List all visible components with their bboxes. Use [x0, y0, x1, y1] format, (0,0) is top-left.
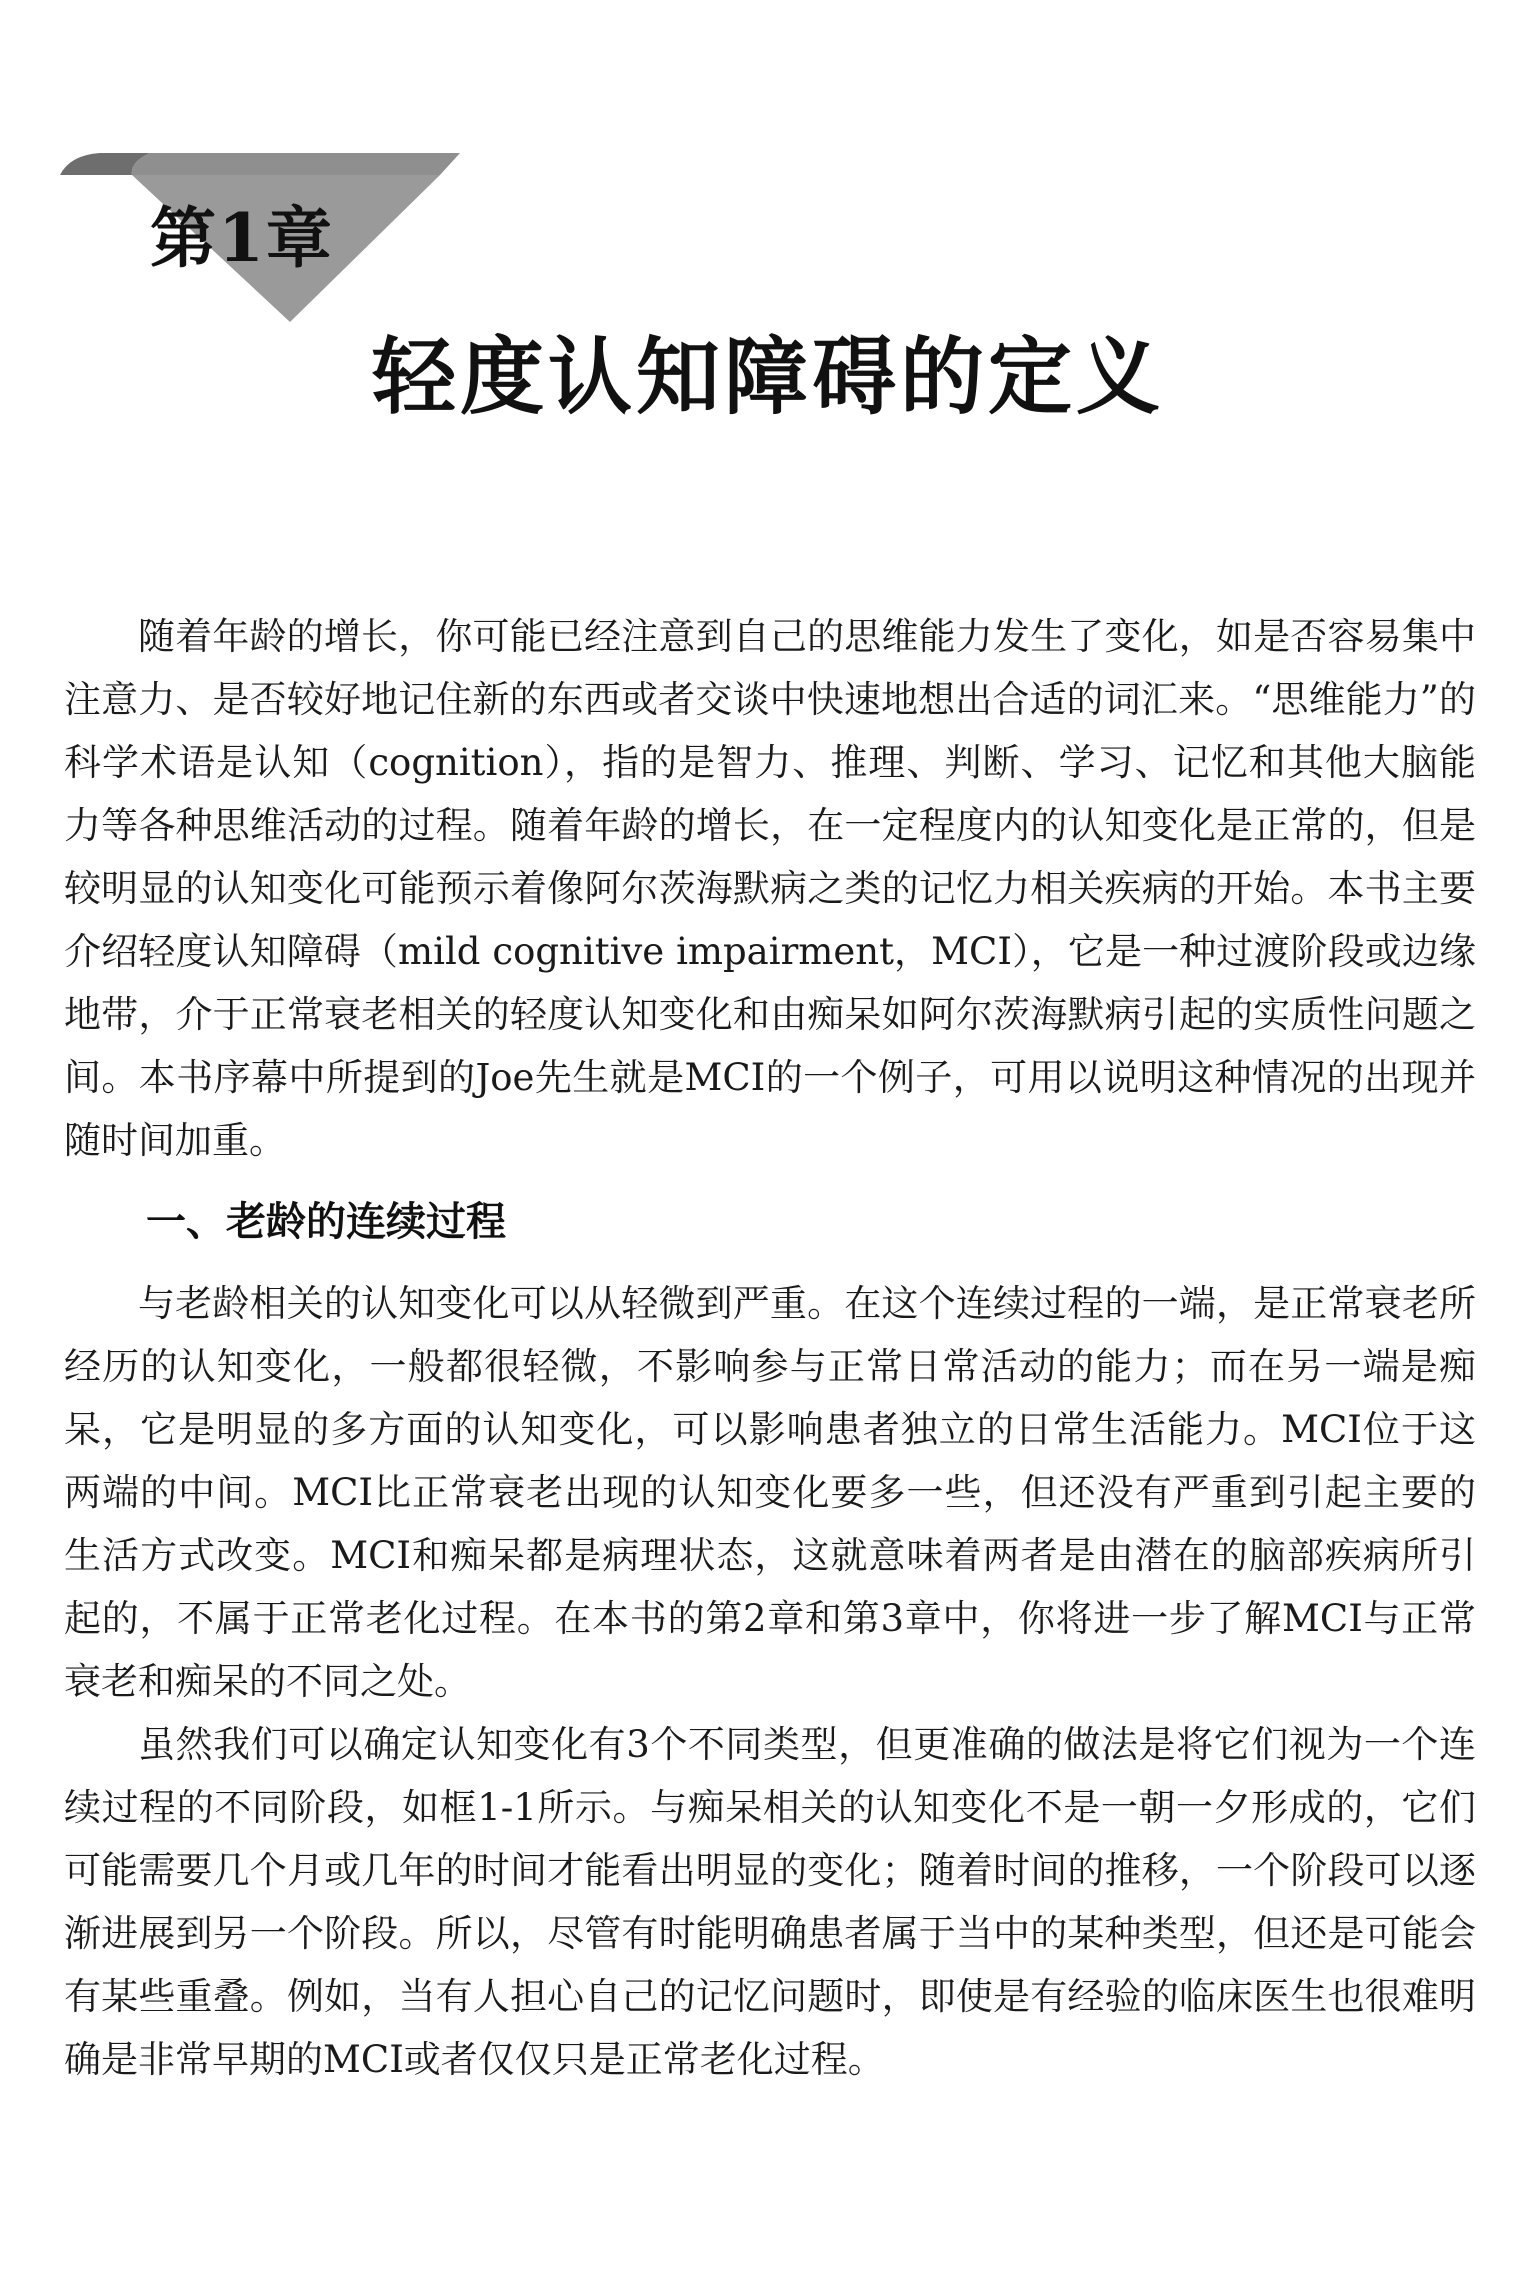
section-paragraph-2: 虽然我们可以确定认知变化有3个不同类型，但更准确的做法是将它们视为一个连续过程的不同阶段，如框1-1所示。与痴呆相关的认知变化不是一朝一夕形成的，它们可能需要几个月或几年的时间才能看出明显的变化；随着时间的推移，一个阶段可以逐渐进展到另一个阶段。所以，尽管有时能明确患者属于当中的某种类型，但还是可能会有某些重叠。例如，当有人担心自己的记忆问题时，即使是有经验的临床医生也很难明确是非常早期的MCI或者仅仅只是正常老化过程。	[64, 1723, 1476, 2081]
section-heading: 一、老龄的连续过程	[146, 1199, 506, 1245]
section-paragraph-1: 与老龄相关的认知变化可以从轻微到严重。在这个连续过程的一端，是正常衰老所经历的认知变化，一般都很轻微，不影响参与正常日常活动的能力；而在另一端是痴呆，它是明显的多方面的认知变化，可以影响患者独立的日常生活能力。MCI位于这两端的中间。MCI比正常衰老出现的认知变化要多一些，但还没有严重到引起主要的生活方式改变。MCI和痴呆都是病理状态，这就意味着两者是由潜在的脑部疾病所引起的，不属于正常老化过程。在本书的第2章和第3章中，你将进一步了解MCI与正常衰老和痴呆的不同之处。	[64, 1282, 1476, 1703]
body-text	[64, 605, 1476, 2091]
intro-paragraph: 随着年龄的增长，你可能已经注意到自己的思维能力发生了变化，如是否容易集中注意力、是否较好地记住新的东西或者交谈中快速地想出合适的词汇来。“思维能力”的科学术语是认知（cognition），指的是智力、推理、判断、学习、记忆和其他大脑能力等各种思维活动的过程。随着年龄的增长，在一定程度内的认知变化是正常的，但是较明显的认知变化可能预示着像阿尔茨海默病之类的记忆力相关疾病的开始。本书主要介绍轻度认知障碍（mild cognitive impairment，MCI），它是一种过渡阶段或边缘地带，介于正常衰老相关的轻度认知变化和由痴呆如阿尔茨海默病引起的实质性问题之间。本书序幕中所提到的Joe先生就是MCI的一个例子，可用以说明这种情况的出现并随时间加重。	[64, 615, 1476, 1162]
chapter-number: 第1章	[150, 199, 334, 277]
chapter-title: 轻度认知障碍的定义	[371, 328, 1164, 426]
